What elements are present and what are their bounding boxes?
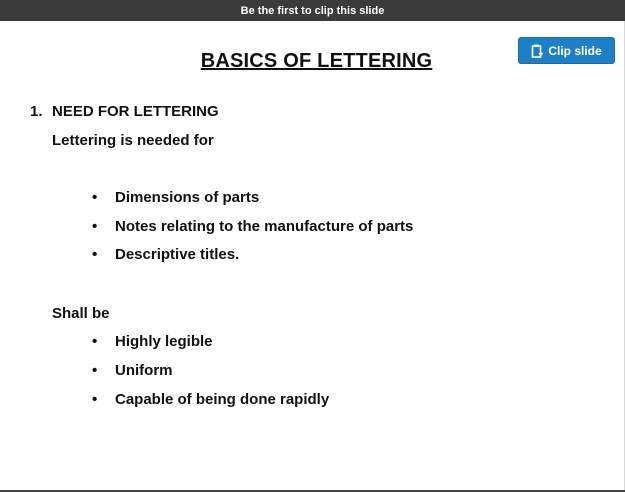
slide-title: BASICS OF LETTERING: [200, 50, 433, 72]
clip-banner-text[interactable]: Be the first to clip this slide: [240, 4, 385, 17]
section-number: 1.: [30, 103, 43, 120]
clip-slide-label: Clip slide: [548, 43, 602, 58]
list-bullet: •: [92, 246, 98, 263]
shall-be-label: Shall be: [52, 305, 110, 322]
list-item: Dimensions of parts: [115, 189, 260, 206]
list-item: Capable of being done rapidly: [115, 391, 330, 408]
list-bullet: •: [92, 333, 98, 350]
list-item: Highly legible: [115, 333, 213, 350]
list-bullet: •: [92, 189, 98, 206]
list-item: Notes relating to the manufacture of parts: [115, 218, 414, 235]
list-bullet: •: [92, 362, 98, 379]
intro-text: Lettering is needed for: [52, 132, 214, 149]
list-item: Uniform: [115, 362, 173, 379]
list-bullet: •: [92, 218, 98, 235]
list-bullet: •: [92, 391, 98, 408]
clip-slide-banner[interactable]: [0, 0, 625, 21]
section-heading: NEED FOR LETTERING: [52, 103, 219, 120]
list-item: Descriptive titles.: [115, 246, 240, 263]
